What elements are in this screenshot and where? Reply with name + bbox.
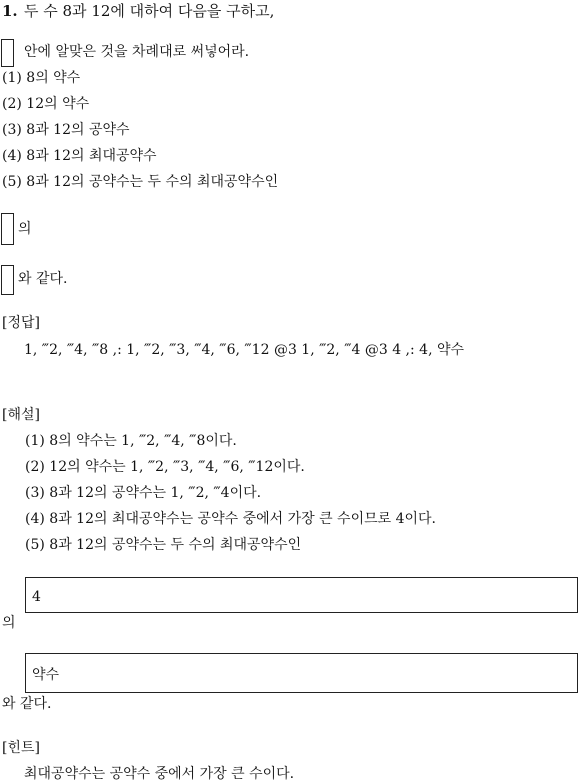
answer-blank-box [1,39,14,67]
hint-label: [힌트] [2,740,40,756]
question-number: 1. [2,2,18,20]
question-item-5: (5) 8과 12의 공약수는 두 수의 최대공약수인 [2,174,279,190]
explanation-answer-box-2 [25,653,578,693]
explanation-box2-value: 약수 [32,667,60,683]
explanation-item-4: (4) 8과 12의 최대공약수는 공약수 중에서 가장 큰 수이므로 4이다. [25,511,437,527]
question-instruction: 안에 알맞은 것을 차례대로 써넣어라. [24,44,250,60]
explanation-item-5: (5) 8과 12의 공약수는 두 수의 최대공약수인 [25,537,302,553]
explanation-item-2: (2) 12의 약수는 1, ‴2, ‴3, ‴4, ‴6, ‴12이다. [25,459,305,475]
question-after-blank-1: 의 [18,221,32,237]
question-item-3: (3) 8과 12의 공약수 [2,122,130,138]
explanation-answer-box-1 [25,577,578,613]
answer-label: [정답] [2,315,40,331]
explanation-item-3: (3) 8과 12의 공약수는 1, ‴2, ‴4이다. [25,485,262,501]
question-item-4: (4) 8과 12의 최대공약수 [2,148,157,164]
explanation-label: [해설] [2,407,40,423]
question-item-1: (1) 8의 약수 [2,70,81,86]
explanation-box1-value: 4 [32,589,41,605]
question-after-blank-2: 와 같다. [18,271,68,287]
answer-text: 1, ‴2, ‴4, ‴8 ,: 1, ‴2, ‴3, ‴4, ‴6, ‴12 @3 1, ‴2, ‴4 @3 4 ,: 4, 약수 [24,342,465,358]
hint-text: 최대공약수는 공약수 중에서 가장 큰 수이다. [24,766,295,782]
question-prompt: 두 수 8과 12에 대하여 다음을 구하고, [24,2,275,20]
explanation-after-box-1: 의 [2,615,16,631]
answer-blank-box [1,265,14,295]
explanation-after-box-2: 와 같다. [2,696,52,712]
answer-blank-box [1,213,14,245]
question-item-2: (2) 12의 약수 [2,96,90,112]
explanation-item-1: (1) 8의 약수는 1, ‴2, ‴4, ‴8이다. [25,433,237,449]
